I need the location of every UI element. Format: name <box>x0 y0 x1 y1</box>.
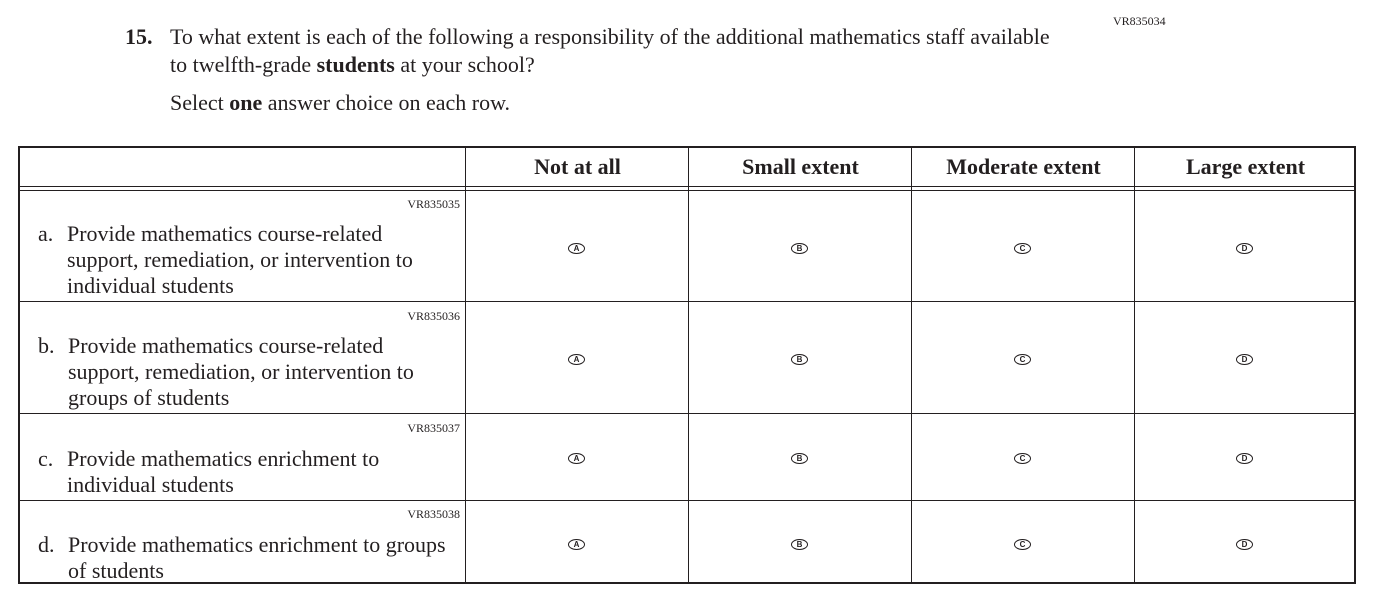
row-b-text: Provide mathematics course-related support, remediation, or intervention to groups of students <box>68 333 414 410</box>
row-d-code: VR835038 <box>407 507 460 521</box>
column-divider <box>911 148 912 582</box>
question-text-part2: at your school? <box>394 52 535 77</box>
instruction <box>170 89 510 117</box>
row-b-option-d[interactable]: D <box>1236 354 1253 365</box>
row-d-option-a[interactable]: A <box>568 539 585 550</box>
row-b-option-c[interactable]: C <box>1014 354 1031 365</box>
question-id-code: VR835034 <box>1113 14 1166 28</box>
question-text <box>170 23 1070 79</box>
column-header-moderate-extent: Moderate extent <box>946 154 1101 179</box>
response-grid <box>18 146 1356 584</box>
row-a-option-d[interactable]: D <box>1236 243 1253 254</box>
row-d-letter: d. <box>38 532 55 557</box>
row-b-option-a[interactable]: A <box>568 354 585 365</box>
row-a-letter: a. <box>38 221 54 246</box>
row-a-text: Provide mathematics course-related support, remediation, or intervention to individual students <box>67 221 413 298</box>
row-c-option-b[interactable]: B <box>791 453 808 464</box>
row-a-option-b[interactable]: B <box>791 243 808 254</box>
header-divider <box>20 186 1354 191</box>
row-divider <box>20 500 1354 501</box>
row-d-option-c[interactable]: C <box>1014 539 1031 550</box>
question-text-bold: students <box>316 52 395 77</box>
column-divider <box>465 148 466 582</box>
row-b-option-b[interactable]: B <box>791 354 808 365</box>
row-c-option-d[interactable]: D <box>1236 453 1253 464</box>
row-d-option-d[interactable]: D <box>1236 539 1253 550</box>
instruction-bold: one <box>229 90 263 115</box>
row-c-letter: c. <box>38 446 54 471</box>
row-a-option-c[interactable]: C <box>1014 243 1031 254</box>
instruction-suffix: answer choice on each row. <box>262 90 511 115</box>
instruction-prefix: Select <box>170 90 230 115</box>
row-a-code: VR835035 <box>407 197 460 211</box>
row-a-option-a[interactable]: A <box>568 243 585 254</box>
row-b-letter: b. <box>38 333 55 358</box>
row-d-option-b[interactable]: B <box>791 539 808 550</box>
row-c-code: VR835037 <box>407 421 460 435</box>
row-c-option-c[interactable]: C <box>1014 453 1031 464</box>
column-header-not-at-all: Not at all <box>534 154 621 179</box>
row-d-text: Provide mathematics enrichment to groups of students <box>68 532 446 583</box>
row-c-text: Provide mathematics enrichment to individual students <box>67 446 380 497</box>
column-divider <box>688 148 689 582</box>
column-divider <box>1134 148 1135 582</box>
row-c-option-a[interactable]: A <box>568 453 585 464</box>
row-b-code: VR835036 <box>407 309 460 323</box>
row-divider <box>20 301 1354 302</box>
question-text-part1: To what extent is each of the following a responsibility of the additional mathematics staff available to twelfth-grade <box>170 24 1050 77</box>
question-number: 15. <box>125 24 153 49</box>
column-header-large-extent: Large extent <box>1185 154 1306 179</box>
column-header-small-extent: Small extent <box>742 154 859 179</box>
row-divider <box>20 413 1354 414</box>
